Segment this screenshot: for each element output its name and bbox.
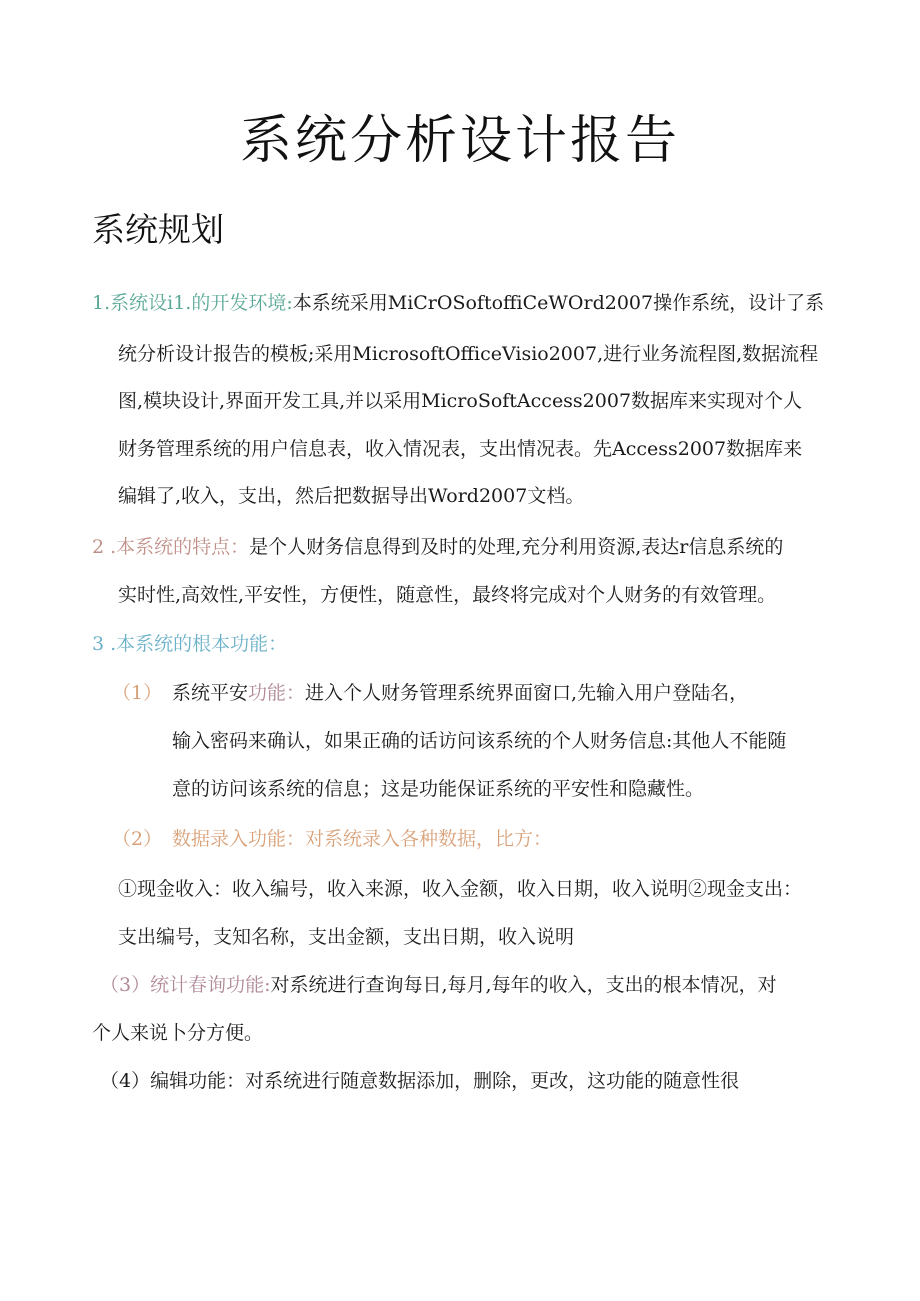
function-1-line-2: 输入密码来确认，如果正确的话访问该系统的个人财务信息:其他人不能随 [172,730,787,752]
function-2-line-1: ①现金收入：收入编号，收入来源，收入金额，收入日期，收入说明②现金支出： [118,878,803,900]
function-1-number: （1） [112,682,163,704]
paragraph-1-line-3: 图,模块设计,界面开发工具,并以采用MicroSoftAccess2007数据库来实现对个人 [118,390,803,412]
paragraph-2-line-2: 实时性,高效性,平安性，方便性，随意性，最终将完成对个人财务的有效管理。 [118,584,777,606]
paragraph-1-line-4: 财务管理系统的用户信息表，收入情况表，支出情况表。先Access2007数据库来 [118,438,803,460]
function-1-line-1: 系统平安功能：进入个人财务管理系统界面窗口,先输入用户登陆名， [172,682,749,704]
paragraph-1-line-5: 编辑了,收入，支出，然后把数据导出Word2007文档。 [118,485,585,507]
document-title: 系统分析设计报告 [239,111,680,171]
paragraph-2-line-1: 2 .本系统的特点：是个人财务信息得到及时的处理,充分利用资源,表达r信息系统的 [92,536,784,558]
function-3-line-2: 个人来说卜分方便。 [92,1022,264,1044]
paragraph-1-lead: 1.系统设i1.的开发环境: [92,292,293,314]
function-3-line-1: （3）统计春询功能:对系统进行查询每日,每月,每年的收入，支出的根本情况，对 [100,974,777,996]
paragraph-3-lead: 3 .本系统的根本功能： [92,633,288,655]
function-3-label: （3）统计春询功能: [100,974,271,996]
function-2-label: 数据录入功能：对系统录入各种数据，比方： [172,828,553,850]
paragraph-2-lead: 2 .本系统的特点： [92,536,250,558]
paragraph-1-line-1: 1.系统设i1.的开发环境:本系统采用MiCrOSoftoffiCeWOrd2007操作系统，设计了系 [92,292,825,314]
function-4-line-1: （4）编辑功能：对系统进行随意数据添加，删除，更改，这功能的随意性很 [100,1070,740,1092]
function-1-line-3: 意的访问该系统的信息；这是功能保证系统的平安性和隐藏性。 [172,778,705,800]
section-heading: 系统规划 [92,210,224,249]
function-2-number: （2） [112,828,163,850]
function-2-line-2: 支出编号，支知名称，支出金额，支出日期，收入说明 [118,926,575,948]
paragraph-1-line-2: 统分析设计报告的模板;采用MicrosoftOfficeVisio2007,进行业务流程图,数据流程 [118,343,819,365]
